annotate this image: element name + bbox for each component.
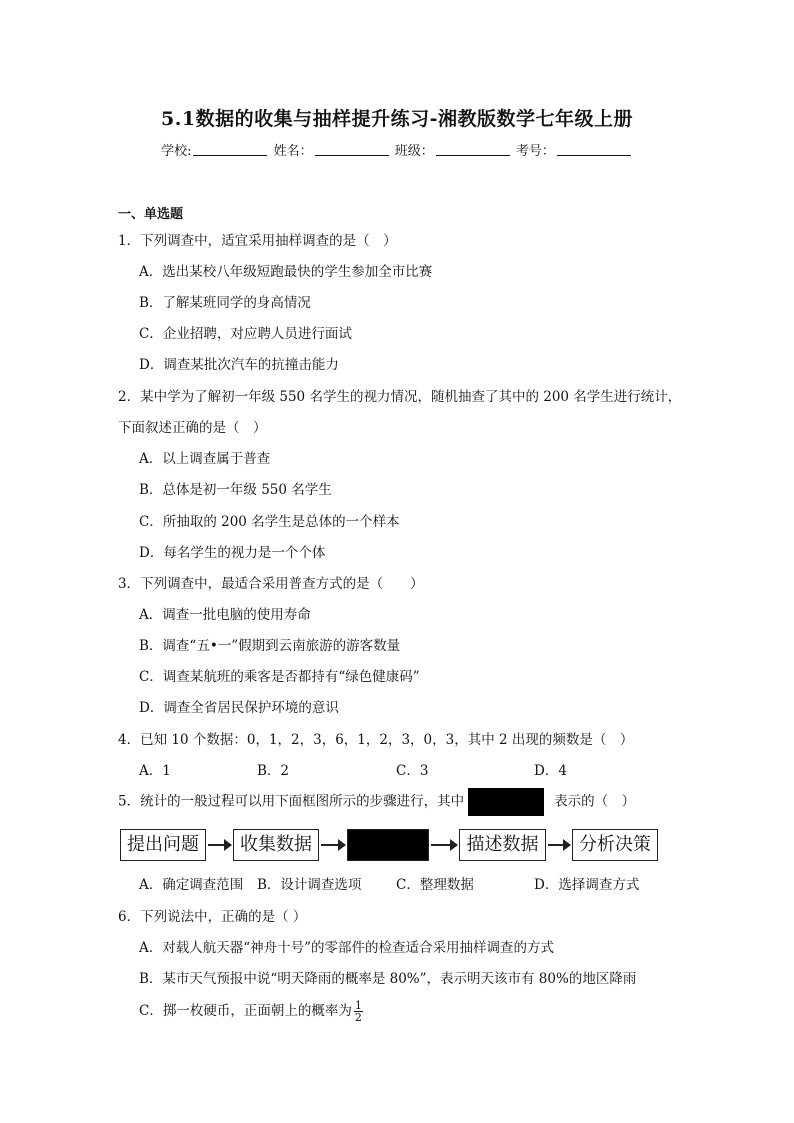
q5-option-d: D．选择调查方式 [534,877,640,893]
q4-option-c: C．3 [396,763,429,779]
flow-arrow [321,844,345,846]
q5-option-a: A．确定调查范围 [139,877,244,893]
q4-stem: 4．已知 10 个数据：0，1，2，3，6，1，2，3，0，3，其中 2 出现的频数是（ ） [118,732,634,748]
flow-step-pose-question: 提出问题 [120,829,206,861]
q1-option-b: B．了解某班同学的身高情况 [139,295,311,311]
q2-option-d: D．每名学生的视力是一个个体 [139,545,326,561]
name-blank [315,143,389,156]
fraction-denominator: 2 [354,1011,362,1024]
q2-option-c: C．所抽取的 200 名学生是总体的一个样本 [139,514,400,530]
q6-option-a: A．对载人航天器“神舟十号”的零部件的检查适合采用抽样调查的方式 [139,940,555,956]
q4-option-d: D．4 [534,763,567,779]
fraction-numerator: 1 [354,999,362,1012]
section-heading: 一、单选题 [118,207,184,222]
q1-option-a: A．选出某校八年级短跑最快的学生参加全市比赛 [139,264,433,280]
q3-option-a: A．调查一批电脑的使用寿命 [139,607,311,623]
student-info-line [0,140,794,159]
name-label: 姓名： [273,144,313,159]
q3-option-b: B．调查“五•一”假期到云南旅游的游客数量 [139,638,401,654]
flow-step-redacted [347,829,429,861]
exam-no-blank [557,143,631,156]
q5-stem-before: 5．统计的一般过程可以用下面框图所示的步骤进行，其中 [118,793,465,810]
exam-no-label: 考号： [515,144,555,159]
flow-step-analyze-decide: 分析决策 [572,829,658,861]
school-label: 学校: [161,144,192,159]
flow-arrow [431,844,457,846]
school-blank [193,143,267,156]
q6-stem: 6．下列说法中，正确的是（ ） [118,909,307,925]
fraction [354,1000,363,1023]
q3-option-d: D．调查全省居民保护环境的意识 [139,700,339,716]
flow-arrow [208,844,231,846]
redacted-box [468,788,544,816]
q5-stem [118,788,635,816]
q2-option-b: B．总体是初一年级 550 名学生 [139,482,332,498]
q3-stem: 3．下列调查中，最适合采用普查方式的是（ ） [118,576,424,592]
q2-stem-line2: 下面叙述正确的是（ ） [118,420,267,436]
q6-option-c-text: C．掷一枚硬币，正面朝上的概率为 [139,1003,352,1019]
q2-stem-line1: 2．某中学为了解初一年级 550 名学生的视力情况，随机抽查了其中的 200 名学生进行统计， [118,389,682,405]
q5-option-b: B．设计调查选项 [257,877,362,893]
class-blank [436,143,510,156]
statistics-flowchart [120,829,660,865]
flow-step-describe-data: 描述数据 [459,829,546,861]
page-title: 5.1数据的收集与抽样提升练习-湘教版数学七年级上册 [161,108,633,130]
q3-option-c: C．调查某航班的乘客是否都持有“绿色健康码” [139,669,420,685]
q1-stem: 1．下列调查中，适宜采用抽样调查的是（ ） [118,233,397,249]
q4-option-a: A．1 [139,763,171,779]
flow-step-collect-data: 收集数据 [233,829,319,861]
flow-arrow [548,844,570,846]
q5-stem-after: 表示的（ ） [554,793,636,810]
q4-option-b: B．2 [257,763,290,779]
q1-option-c: C．企业招聘，对应聘人员进行面试 [139,326,352,342]
q1-option-d: D．调查某批次汽车的抗撞击能力 [139,357,339,373]
class-label: 班级： [394,144,434,159]
q6-option-b: B．某市天气预报中说“明天降雨的概率是 80%”，表示明天该市有 80%的地区降雨 [139,971,637,987]
q5-option-c: C．整理数据 [396,877,474,893]
q2-option-a: A．以上调查属于普查 [139,451,271,467]
q6-option-c [139,999,363,1023]
